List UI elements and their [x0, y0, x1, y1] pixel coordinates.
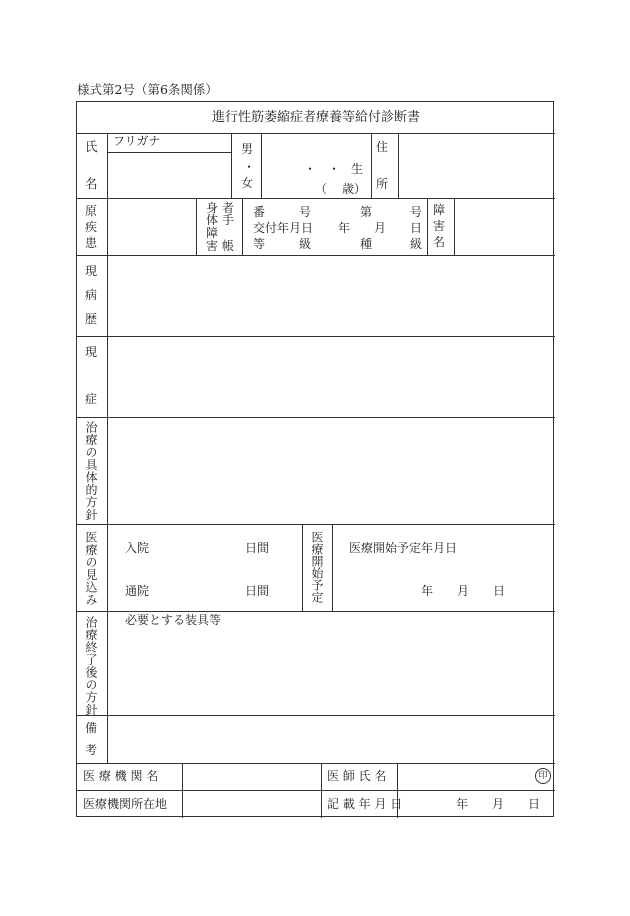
inpatient-days-label: 日間 [245, 541, 270, 555]
handbook-issue-year: 年 [338, 221, 351, 235]
institution-address-label: 医療機関所在地 [83, 797, 168, 811]
treatment-plan-field[interactable] [108, 418, 554, 523]
age-label: 歳） [342, 182, 367, 196]
institution-address-field[interactable] [183, 791, 320, 816]
address-label-2: 所 [376, 177, 389, 191]
sex-separator: ・ [243, 160, 256, 174]
outpatient-label: 通院 [125, 584, 150, 598]
doctor-name-label: 医 師 氏 名 [327, 769, 387, 783]
handbook-type-label: 種 [360, 237, 373, 251]
post-treatment-label: 治療終了後の方針 [84, 616, 98, 716]
seal-mark: 印 [535, 768, 551, 784]
handbook-char-3: 体 [206, 213, 219, 227]
start-day: 日 [493, 584, 506, 598]
remarks-field[interactable] [108, 716, 554, 762]
address-label-1: 住 [376, 140, 389, 154]
disability-name-label-1: 障 [433, 203, 446, 217]
name-label-1: 氏 [85, 139, 98, 154]
handbook-char-5: 障 [206, 226, 219, 240]
handbook-type-unit: 級 [410, 237, 423, 251]
birth-date-dots: ・ ・ [304, 162, 341, 176]
entry-date-label: 記 載 年 月 日 [327, 797, 403, 811]
handbook-grade-label-2: 級 [299, 237, 312, 251]
entry-month: 月 [492, 797, 505, 811]
inpatient-label: 入院 [125, 541, 150, 555]
start-month: 月 [457, 584, 470, 598]
handbook-char-1: 身 [206, 201, 219, 215]
handbook-char-7: 帳 [222, 239, 235, 253]
handbook-field[interactable] [243, 199, 425, 254]
sex-male[interactable]: 男 [241, 142, 254, 156]
sex-female[interactable]: 女 [241, 176, 254, 190]
handbook-grade-label-1: 等 [253, 237, 266, 251]
treatment-plan-label: 治療の具体的方針 [84, 421, 98, 521]
disease-label-2: 疾 [85, 220, 98, 234]
name-field[interactable] [108, 153, 230, 197]
birth-suffix: 生 [351, 162, 364, 176]
history-label-1: 現 [85, 264, 98, 278]
inpatient-days-field[interactable] [149, 538, 243, 558]
disability-name-field[interactable] [455, 199, 554, 254]
handbook-issue-day: 日 [410, 221, 423, 235]
handbook-number-unit: 号 [410, 205, 423, 219]
handbook-issue-date-label: 交付年月日 [253, 221, 314, 235]
birth-date-field[interactable] [262, 134, 370, 197]
handbook-char-6: 害 [206, 239, 219, 253]
institution-name-field[interactable] [183, 764, 320, 789]
history-label-3: 歴 [85, 312, 98, 326]
name-label-2: 名 [85, 176, 98, 191]
handbook-number-prefix: 第 [360, 205, 373, 219]
start-date-label: 医療開始予定年月日 [349, 541, 458, 555]
handbook-char-4: 手 [222, 213, 235, 227]
doctor-name-field[interactable] [398, 764, 528, 789]
disease-label-1: 原 [85, 204, 98, 218]
outpatient-days-field[interactable] [149, 581, 243, 601]
form-number-label: 様式第2号（第6条関係） [77, 82, 218, 97]
history-label-2: 病 [85, 288, 98, 302]
entry-year: 年 [456, 797, 469, 811]
disability-name-label-3: 名 [433, 235, 446, 249]
symptoms-label-2: 症 [85, 392, 98, 406]
entry-date-field[interactable] [398, 791, 553, 816]
outpatient-days-label: 日間 [245, 584, 270, 598]
equipment-label: 必要とする装具等 [125, 613, 222, 627]
post-treatment-field[interactable] [108, 630, 554, 714]
entry-day: 日 [528, 797, 541, 811]
institution-name-label: 医 療 機 関 名 [83, 769, 159, 783]
handbook-number-label: 番 [253, 205, 266, 219]
handbook-issue-month: 月 [374, 221, 387, 235]
medical-history-field[interactable] [108, 256, 554, 335]
furigana-label: フリガナ [113, 134, 161, 148]
handbook-number-suffix: 号 [299, 205, 312, 219]
current-symptoms-field[interactable] [108, 337, 554, 416]
primary-disease-field[interactable] [108, 199, 195, 254]
handbook-char-2: 者 [222, 201, 235, 215]
diagnosis-form [76, 101, 554, 817]
symptoms-label-1: 現 [85, 345, 98, 359]
address-field[interactable] [399, 134, 554, 197]
remarks-label-2: 考 [85, 743, 98, 757]
disability-name-label-2: 害 [433, 219, 446, 233]
start-year: 年 [421, 584, 434, 598]
start-plan-label: 医療開始予定 [310, 531, 324, 603]
age-paren-open: （ [315, 182, 328, 196]
outlook-label: 医療の見込み [84, 531, 98, 606]
start-date-field[interactable] [333, 562, 554, 610]
remarks-label-1: 備 [85, 721, 98, 735]
disease-label-3: 患 [85, 236, 98, 250]
form-title: 進行性筋萎縮症者療養等給付診断書 [211, 110, 420, 125]
